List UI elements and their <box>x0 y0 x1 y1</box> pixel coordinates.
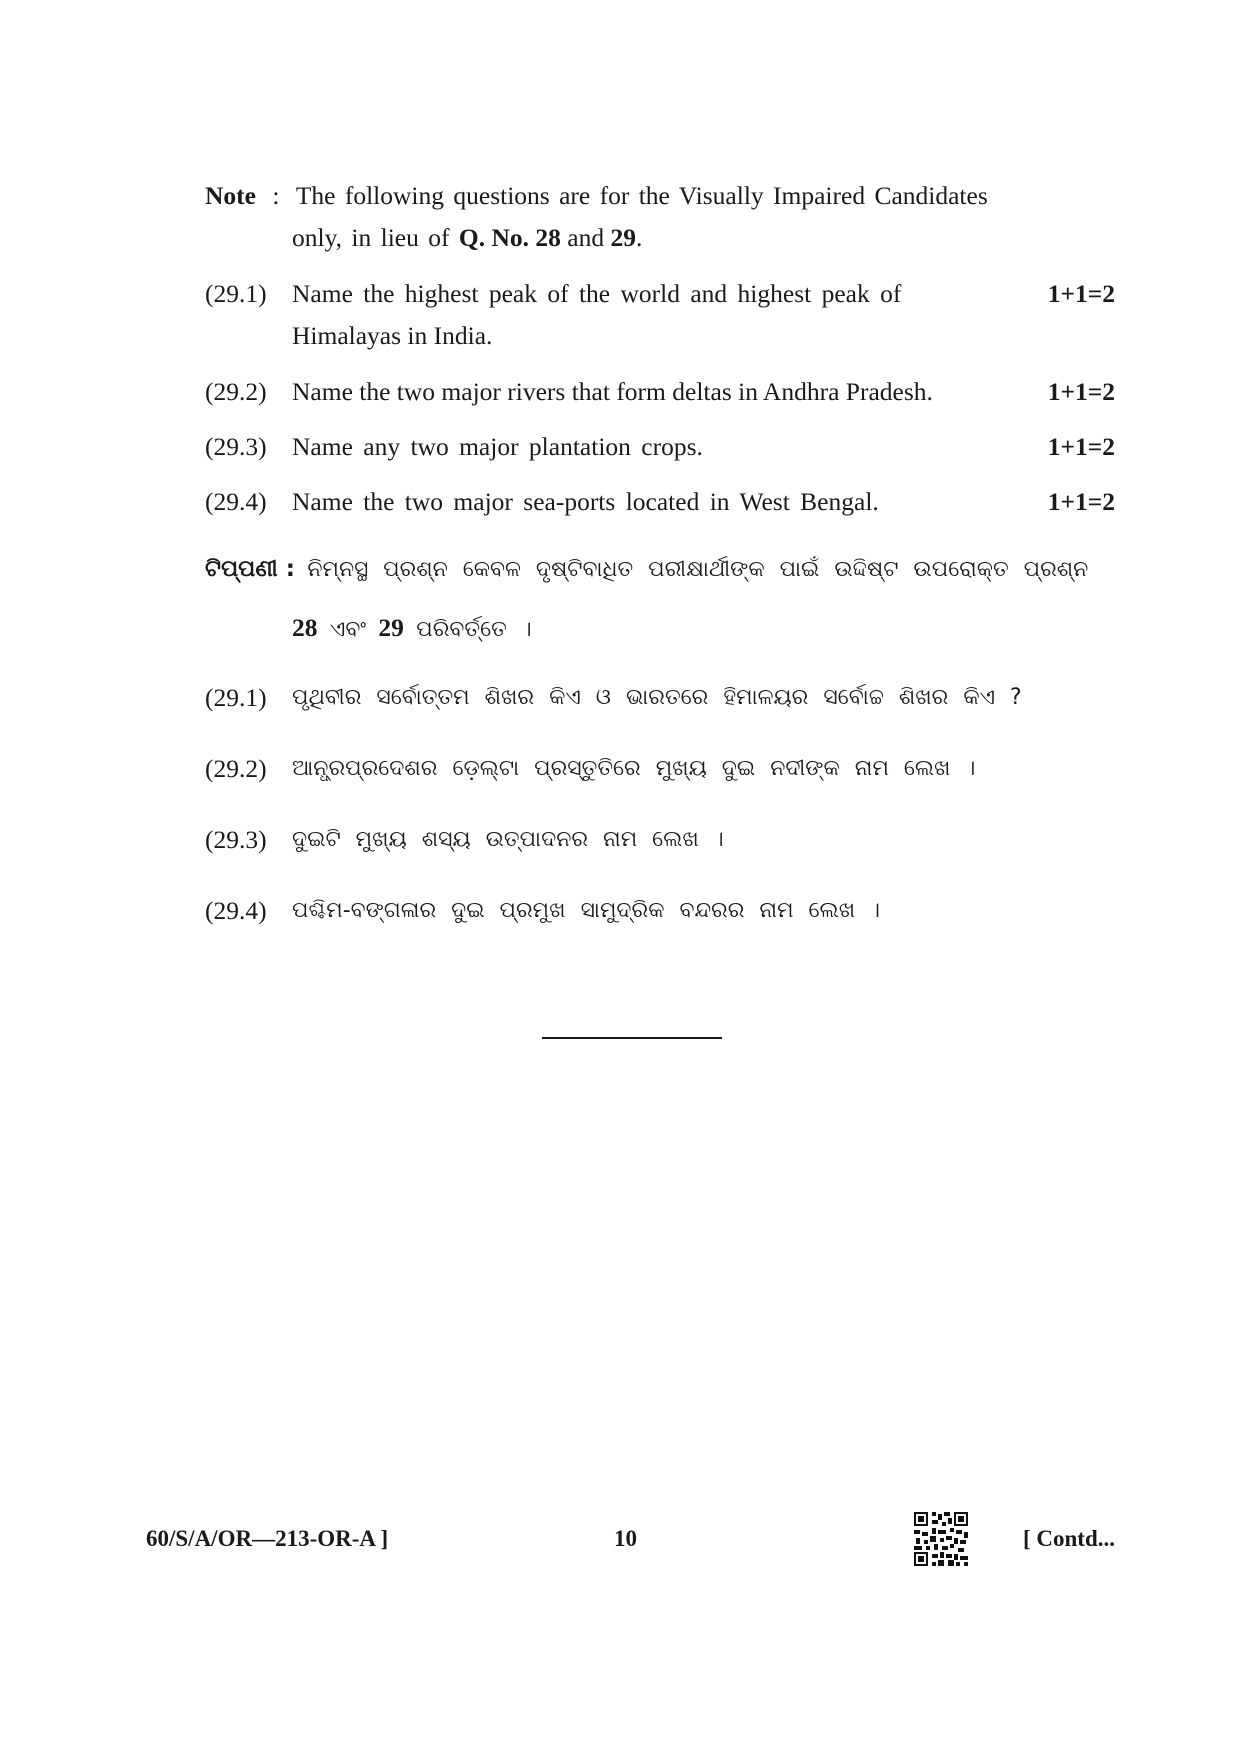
q-or-29-3-text: ଦୁଇଟି ମୁଖ୍ୟ ଶସ୍ୟ ଉତ୍ପାଦନର ନାମ ଲେଖ । <box>292 827 724 852</box>
q-en-29-1-text-line2: Himalayas in India. <box>292 321 493 350</box>
q-en-29-3-number: (29.3) <box>205 432 267 461</box>
q-or-29-4-text: ପଶ୍ଚିମ-ବଙ୍ଗଳାର ଦୁଇ ପ୍ରମୁଖ ସାମୁଦ୍ରିକ ବନ୍ଦରର ନାମ ଲେଖ । <box>292 898 881 923</box>
footer-page-number: 10 <box>614 1526 637 1551</box>
note-label: Note <box>205 181 256 210</box>
q-or-29-1-text: ପୃଥିବୀର ସର୍ବୋତ୍ତମ ଶିଖର କିଏ ଓ ଭାରତରେ ହିମାଳୟର ସର୍ବୋଚ୍ଚ ଶିଖର କିଏ ? <box>292 685 1022 710</box>
q-en-29-4-number: (29.4) <box>205 487 267 516</box>
q-or-29-3-number: (29.3) <box>205 825 267 854</box>
q-en-29-2-text: Name the two major rivers that form deltas in Andhra Pradesh. <box>292 377 933 406</box>
note-and: and <box>560 223 611 252</box>
qr-code-icon <box>914 1512 968 1566</box>
note-text-prefix: only, in lieu of <box>292 223 459 252</box>
q-en-29-1-marks: 1+1=2 <box>1047 279 1115 308</box>
q-en-29-4-marks: 1+1=2 <box>1047 487 1115 516</box>
note-en-line2 <box>292 222 642 254</box>
q-en-29-4-text: Name the two major sea-ports located in West Bengal. <box>292 487 879 516</box>
note-colon: : <box>272 181 280 210</box>
note-or-and: ଏବଂ <box>329 617 366 642</box>
footer-contd: [ Contd... <box>1022 1526 1115 1551</box>
note-or-line1 <box>205 552 1088 586</box>
q-en-29-3-marks: 1+1=2 <box>1047 432 1115 461</box>
note-or-29: 29 <box>378 613 404 642</box>
q-en-29-1-number: (29.1) <box>205 279 267 308</box>
qno-28: 28 <box>535 223 561 252</box>
footer-paper-code: 60/S/A/OR—213-OR-A ] <box>146 1526 389 1551</box>
q-en-29-2-number: (29.2) <box>205 377 267 406</box>
note-or-28: 28 <box>292 613 318 642</box>
q-or-29-2-text: ଆନ୍ଧ୍ରପ୍ରଦେଶର ଡ଼େଲ୍‌ଟା ପ୍ରସ୍ତୁତିରେ ମୁଖ୍ୟ ଦୁଇ ନଦୀଙ୍କ ନାମ ଲେଖ । <box>292 756 976 781</box>
note-or-text: ନିମ୍ନସ୍ଥ ପ୍ରଶ୍ନ କେବଳ ଦୃଷ୍ଟିବାଧିତ ପରୀକ୍ଷାର୍ଥୀଙ୍କ ପାଇଁ ଉଦ୍ଦିଷ୍ଟ ଉପରୋକ୍ତ ପ୍ରଶ୍ନ <box>307 557 1089 582</box>
q-or-29-1-number: (29.1) <box>205 683 267 712</box>
end-divider <box>542 1037 722 1039</box>
q-en-29-2-marks: 1+1=2 <box>1047 377 1115 406</box>
note-or-line2 <box>292 612 532 646</box>
q-en-29-3-text: Name any two major plantation crops. <box>292 432 703 461</box>
qno-label: Q. No. <box>458 223 529 252</box>
q-or-29-2-number: (29.2) <box>205 754 267 783</box>
q-or-29-4-number: (29.4) <box>205 896 267 925</box>
qno-29: 29 <box>610 223 636 252</box>
note-end: . <box>635 223 643 252</box>
note-or-label: ଟିପ୍ପଣୀ : <box>205 556 295 582</box>
q-en-29-1-text-line1: Name the highest peak of the world and highest peak of <box>292 279 902 308</box>
note-en-line1 <box>205 180 988 212</box>
note-text-line1: The following questions are for the Visually Impaired Candidates <box>295 181 988 210</box>
note-or-end: ପରିବର୍ତ୍ତେ । <box>416 617 532 642</box>
